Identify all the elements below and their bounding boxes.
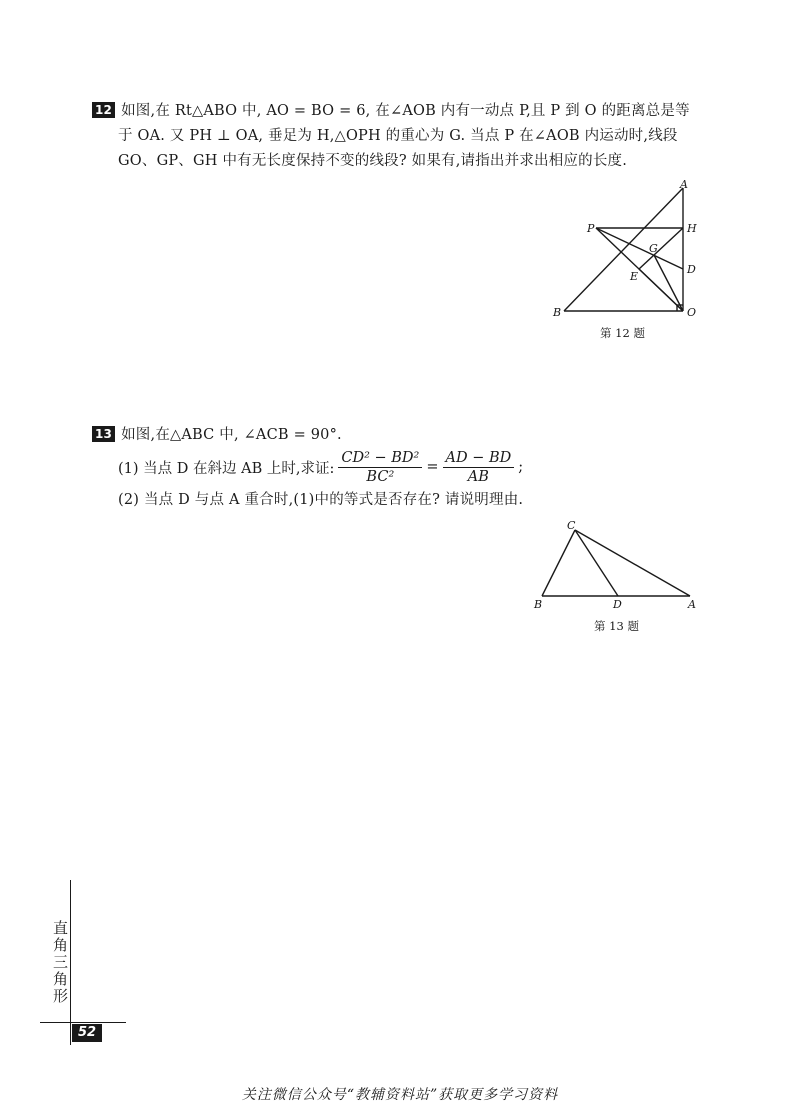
problem-12 (92, 99, 732, 174)
problem-12-line-3: GO、GP、GH 中有无长度保持不变的线段? 如果有,请指出并求出相应的长度. (118, 153, 628, 169)
problem-13 (92, 423, 732, 448)
fraction-right: $\frac{AD - BD}{AB}$ (443, 449, 515, 486)
problem-13-line-1: 13 如图,在△ABC 中, ∠ACB = 90°. (92, 423, 732, 448)
label-E: E (630, 270, 639, 283)
label-G: G (649, 242, 658, 255)
footer-note: 关注微信公众号“教辅资料站”获取更多学习资料 (241, 1087, 559, 1103)
segment-CA (575, 530, 690, 596)
label-B: B (534, 598, 543, 611)
label-A: A (688, 598, 696, 611)
label-D: D (613, 598, 622, 611)
label-O: O (687, 306, 697, 319)
label-D: D (687, 263, 696, 276)
problem-12-line-1: 12 如图,在 Rt△ABO 中, AO = BO = 6, 在∠AOB 内有一动点 P,且 P 到 O 的距离总是等 (92, 99, 732, 124)
problem-13-part-1: (1) 当点 D 在斜边 AB 上时,求证: $\frac{\text{CD² − BD²}}{\text{BC²}}$ = $\frac{AD - BD}{AB}$ ; (118, 449, 524, 485)
label-C: C (567, 519, 576, 532)
sidebar-rule (70, 880, 71, 1045)
label-H: H (687, 222, 697, 235)
label-B: B (553, 306, 562, 319)
segment-PD (596, 228, 683, 269)
figure-12 (550, 178, 710, 323)
chapter-title: 直角三角形 (51, 920, 69, 1005)
segment-GO (654, 255, 683, 311)
page-number-rule (40, 1022, 126, 1023)
fraction-left: $\frac{\text{CD² − BD²}}{\text{BC²}}$ (338, 449, 422, 486)
problem-number-badge: 12 (92, 102, 115, 118)
segment-CB (542, 530, 575, 596)
segment-HE (639, 228, 683, 269)
page-number: 52 (72, 1024, 102, 1042)
problem-12-line-2: 于 OA. 又 PH ⊥ OA, 垂足为 H,△OPH 的重心为 G. 当点 P 在∠AOB 内运动时,线段 (118, 128, 678, 144)
figure-13-caption: 第 13 题 (594, 619, 639, 633)
problem-13-part-2: (2) 当点 D 与点 A 重合时,(1)中的等式是否存在? 请说明理由. (118, 492, 524, 508)
segment-AB (564, 188, 683, 311)
problem-number-badge: 13 (92, 426, 115, 442)
figure-12-caption: 第 12 题 (600, 326, 645, 340)
label-P: P (587, 222, 595, 235)
label-A: A (680, 178, 688, 191)
figure-13 (530, 518, 710, 613)
segment-EO (639, 269, 683, 311)
segment-CD (575, 530, 618, 596)
